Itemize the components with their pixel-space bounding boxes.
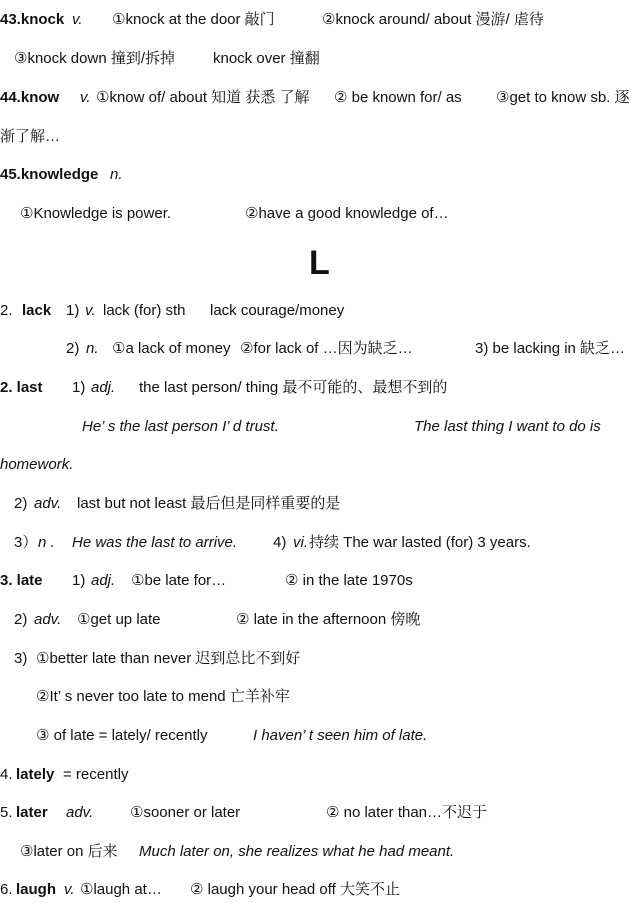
- sense: knock over 撞翻: [213, 50, 320, 67]
- headword: 45.knowledge: [0, 166, 99, 183]
- entry-late-line-1: [0, 568, 640, 594]
- entry-knowledge-line-2: [0, 201, 640, 227]
- sense: the last person/ thing 最不可能的、最想不到的: [139, 379, 448, 396]
- entry-knowledge-line-1: [0, 162, 640, 188]
- entry-number: 4.: [0, 766, 13, 783]
- entry-number: 5.: [0, 804, 13, 821]
- example-sentence: He’ s the last person I’ d trust.: [82, 418, 279, 435]
- sense-number: 2): [66, 340, 80, 357]
- entry-know-line-1: [0, 85, 640, 111]
- sense: 3) be lacking in 缺乏…: [475, 340, 626, 357]
- sense: ①sooner or later: [130, 804, 241, 821]
- sense-number: 2): [14, 611, 28, 628]
- headword: 2. last: [0, 379, 43, 396]
- section-letter: [0, 243, 640, 283]
- section-letter-text: L: [309, 244, 330, 282]
- part-of-speech: v.: [85, 302, 96, 319]
- entry-last-line-3: [0, 530, 640, 556]
- entry-last-line-2: [0, 491, 640, 517]
- part-of-speech: vi.: [293, 534, 308, 551]
- part-of-speech: adv.: [66, 804, 94, 821]
- part-of-speech: v.: [64, 881, 75, 898]
- sense: ③later on 后来: [20, 843, 118, 860]
- sense: = recently: [63, 766, 129, 783]
- part-of-speech: v.: [80, 89, 91, 106]
- sense: ③get to know sb. 逐: [496, 89, 630, 106]
- sense: last but not least 最后但是同样重要的是: [77, 495, 341, 512]
- sense-continuation: 渐了解…: [0, 128, 61, 145]
- sense: ②for lack of …因为缺乏…: [240, 340, 413, 357]
- sense: ② laugh your head off 大笑不止: [190, 881, 400, 898]
- entry-last-example-line: [0, 414, 640, 440]
- sense-number: 1): [66, 302, 80, 319]
- entry-last-line-1: [0, 375, 640, 401]
- sense: ①knock at the door 敲门: [112, 11, 275, 28]
- sense: ② late in the afternoon 傍晚: [236, 611, 421, 628]
- entry-know-line-2: [0, 124, 640, 150]
- part-of-speech: n.: [110, 166, 123, 183]
- sense: ②It’ s never too late to mend 亡羊补牢: [36, 688, 290, 705]
- entry-later-line-1: [0, 800, 640, 826]
- sense-number: 4): [273, 534, 287, 551]
- sense-number: 1): [72, 379, 86, 396]
- entry-late-line-5: [0, 723, 640, 749]
- sense: ①a lack of money: [112, 340, 231, 357]
- sense: ② be known for/ as: [334, 89, 462, 106]
- sense: ② in the late 1970s: [285, 572, 413, 589]
- part-of-speech: adv.: [34, 611, 62, 628]
- example-sentence: I haven’ t seen him of late.: [253, 727, 428, 744]
- example-continuation: homework.: [0, 456, 74, 473]
- entry-late-line-4: [0, 684, 640, 710]
- headword: later: [16, 804, 48, 821]
- entry-number: 6.: [0, 881, 13, 898]
- entry-last-example-cont: [0, 452, 640, 478]
- headword: 3. late: [0, 572, 43, 589]
- entry-knock-line-2: [0, 46, 640, 72]
- headword: 43.knock: [0, 11, 65, 28]
- sense-number: 2): [14, 495, 28, 512]
- sense: ②have a good knowledge of…: [245, 205, 449, 222]
- part-of-speech: adv.: [34, 495, 62, 512]
- sense: lack (for) sth: [103, 302, 186, 319]
- part-of-speech: adj.: [91, 379, 116, 396]
- entry-laugh-line: [0, 877, 640, 903]
- entry-lack-line-1: [0, 298, 640, 324]
- sense: ①laugh at…: [80, 881, 162, 898]
- headword: laugh: [16, 881, 56, 898]
- entry-late-line-3: [0, 646, 640, 672]
- example-sentence: Much later on, she realizes what he had meant.: [139, 843, 455, 860]
- sense-number: 3): [14, 650, 28, 667]
- entry-later-line-2: [0, 839, 640, 865]
- part-of-speech: n.: [86, 340, 99, 357]
- entry-lack-line-2: [0, 336, 640, 362]
- entry-number: 2.: [0, 302, 13, 319]
- part-of-speech: n .: [38, 534, 55, 551]
- headword: 44.know: [0, 89, 60, 106]
- sense-number: 1): [72, 572, 86, 589]
- sense: ①be late for…: [131, 572, 227, 589]
- sense: ③knock down 撞到/拆掉: [14, 50, 175, 67]
- example-sentence: The last thing I want to do is: [414, 418, 601, 435]
- sense: ①get up late: [77, 611, 161, 628]
- sense: ② no later than…不迟于: [326, 804, 488, 821]
- headword: lately: [16, 766, 55, 783]
- entry-knock-line-1: [0, 7, 640, 33]
- sense: ①better late than never 迟到总比不到好: [36, 650, 301, 667]
- example-sentence: He was the last to arrive.: [72, 534, 238, 551]
- entry-late-line-2: [0, 607, 640, 633]
- sense: 持续 The war lasted (for) 3 years.: [309, 534, 531, 551]
- sense: ③ of late = lately/ recently: [36, 727, 208, 744]
- part-of-speech: adj.: [91, 572, 116, 589]
- sense: lack courage/money: [210, 302, 345, 319]
- sense: ①know of/ about 知道 获悉 了解: [96, 89, 310, 106]
- sense: ①Knowledge is power.: [20, 205, 172, 222]
- entry-lately-line: [0, 762, 640, 788]
- part-of-speech: v.: [72, 11, 83, 28]
- sense-number: 3）: [14, 534, 38, 551]
- headword: lack: [22, 302, 52, 319]
- sense: ②knock around/ about 漫游/ 虐待: [322, 11, 544, 28]
